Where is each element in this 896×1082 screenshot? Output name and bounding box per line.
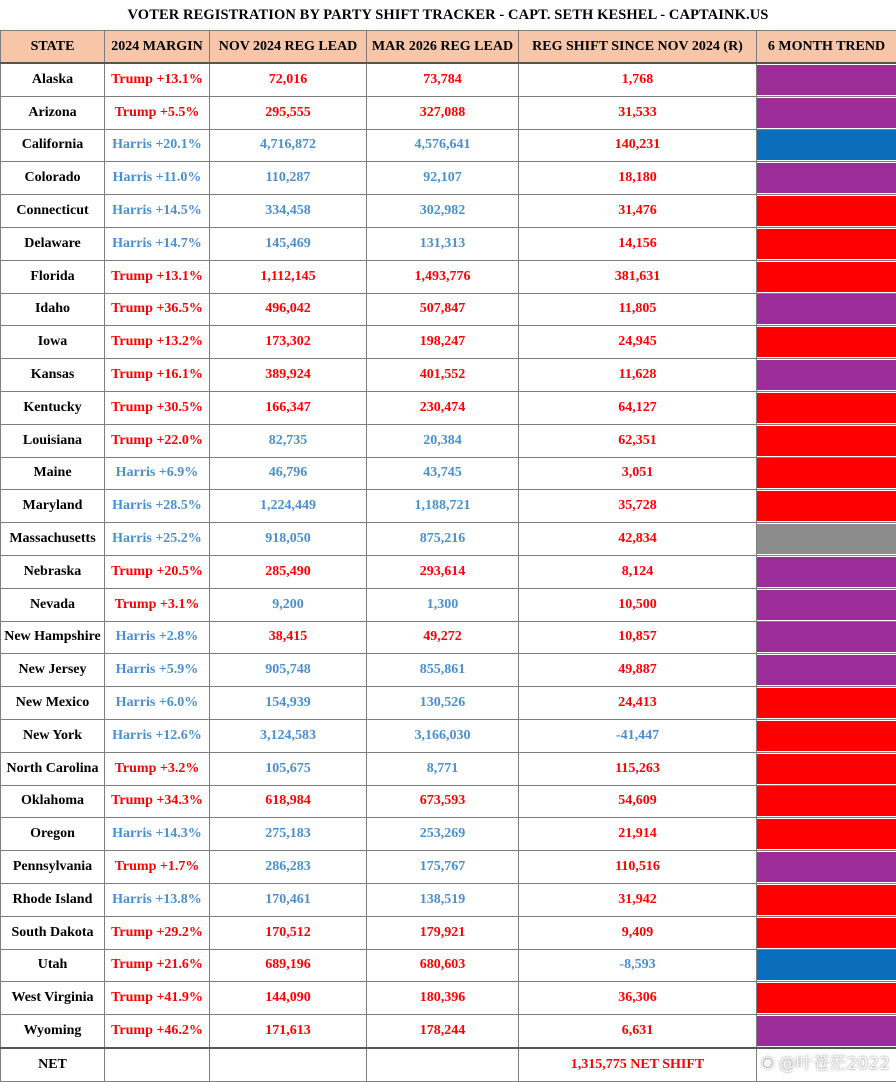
table-row <box>1 752 896 785</box>
table-row <box>1 916 896 949</box>
margin-cell: Trump +29.2% <box>105 916 210 949</box>
margin-cell: Trump +1.7% <box>105 851 210 884</box>
state-cell: Maryland <box>1 490 105 523</box>
trend-cell <box>757 162 896 195</box>
trend-swatch <box>757 786 896 816</box>
header-nov-2024-reg-lead: NOV 2024 REG LEAD <box>210 31 367 64</box>
margin-cell: Harris +6.9% <box>105 457 210 490</box>
trend-cell <box>757 883 896 916</box>
trend-swatch <box>757 819 896 849</box>
table-row <box>1 785 896 818</box>
margin-cell: Trump +21.6% <box>105 949 210 982</box>
margin-cell: Trump +34.3% <box>105 785 210 818</box>
trend-swatch <box>757 524 896 554</box>
trend-cell <box>757 588 896 621</box>
nov-2024-lead-cell: 496,042 <box>210 293 367 326</box>
reg-shift-cell: 24,945 <box>519 326 757 359</box>
header-mar-2026-reg-lead: MAR 2026 REG LEAD <box>367 31 519 64</box>
table-row <box>1 523 896 556</box>
margin-cell: Trump +13.2% <box>105 326 210 359</box>
nov-2024-lead-cell: 105,675 <box>210 752 367 785</box>
mar-2026-lead-cell: 131,313 <box>367 227 519 260</box>
trend-cell <box>757 621 896 654</box>
reg-shift-cell: 31,533 <box>519 96 757 129</box>
table-row <box>1 326 896 359</box>
margin-cell: Harris +14.5% <box>105 195 210 228</box>
shift-tracker-table <box>0 30 896 1082</box>
mar-2026-lead-cell: 3,166,030 <box>367 719 519 752</box>
mar-2026-lead-cell: 178,244 <box>367 1015 519 1048</box>
nov-2024-lead-cell: 170,512 <box>210 916 367 949</box>
state-cell: Alaska <box>1 63 105 96</box>
table-row <box>1 227 896 260</box>
trend-cell <box>757 424 896 457</box>
trend-swatch <box>757 229 896 259</box>
weibo-icon: ◉ <box>761 1052 775 1071</box>
state-cell: Iowa <box>1 326 105 359</box>
mar-2026-lead-cell: 673,593 <box>367 785 519 818</box>
nov-2024-lead-cell: 110,287 <box>210 162 367 195</box>
trend-cell <box>757 916 896 949</box>
trend-cell <box>757 555 896 588</box>
trend-swatch <box>757 426 896 456</box>
trend-swatch <box>757 918 896 948</box>
reg-shift-cell: 18,180 <box>519 162 757 195</box>
mar-2026-lead-cell: 92,107 <box>367 162 519 195</box>
table-row <box>1 293 896 326</box>
nov-2024-lead-cell: 918,050 <box>210 523 367 556</box>
nov-2024-lead-cell: 295,555 <box>210 96 367 129</box>
table-row <box>1 490 896 523</box>
trend-cell <box>757 129 896 162</box>
watermark <box>761 1049 890 1074</box>
trend-swatch <box>757 885 896 915</box>
margin-cell: Harris +2.8% <box>105 621 210 654</box>
reg-shift-cell: 10,500 <box>519 588 757 621</box>
reg-shift-cell: 110,516 <box>519 851 757 884</box>
margin-cell: Harris +14.7% <box>105 227 210 260</box>
state-cell: West Virginia <box>1 982 105 1015</box>
trend-cell <box>757 195 896 228</box>
net-empty-cell <box>367 1048 519 1081</box>
margin-cell: Trump +36.5% <box>105 293 210 326</box>
state-cell: North Carolina <box>1 752 105 785</box>
trend-swatch <box>757 622 896 652</box>
nov-2024-lead-cell: 689,196 <box>210 949 367 982</box>
nov-2024-lead-cell: 389,924 <box>210 359 367 392</box>
net-empty-cell <box>105 1048 210 1081</box>
nov-2024-lead-cell: 173,302 <box>210 326 367 359</box>
trend-cell <box>757 785 896 818</box>
net-shift-cell: 1,315,775 NET SHIFT <box>519 1048 757 1081</box>
table-row <box>1 654 896 687</box>
nov-2024-lead-cell: 1,112,145 <box>210 260 367 293</box>
table-row <box>1 260 896 293</box>
state-cell: New York <box>1 719 105 752</box>
state-cell: Maine <box>1 457 105 490</box>
header-row <box>1 31 896 64</box>
reg-shift-cell: 35,728 <box>519 490 757 523</box>
reg-shift-cell: 36,306 <box>519 982 757 1015</box>
mar-2026-lead-cell: 130,526 <box>367 687 519 720</box>
trend-swatch <box>757 98 896 128</box>
trend-swatch <box>757 196 896 226</box>
nov-2024-lead-cell: 1,224,449 <box>210 490 367 523</box>
state-cell: Louisiana <box>1 424 105 457</box>
reg-shift-cell: -41,447 <box>519 719 757 752</box>
state-cell: Nebraska <box>1 555 105 588</box>
trend-cell <box>757 359 896 392</box>
mar-2026-lead-cell: 293,614 <box>367 555 519 588</box>
table-row <box>1 719 896 752</box>
trend-swatch <box>757 590 896 620</box>
mar-2026-lead-cell: 1,300 <box>367 588 519 621</box>
state-cell: Nevada <box>1 588 105 621</box>
state-cell: California <box>1 129 105 162</box>
reg-shift-cell: 42,834 <box>519 523 757 556</box>
reg-shift-cell: 14,156 <box>519 227 757 260</box>
mar-2026-lead-cell: 1,188,721 <box>367 490 519 523</box>
table-row <box>1 851 896 884</box>
reg-shift-cell: 62,351 <box>519 424 757 457</box>
nov-2024-lead-cell: 171,613 <box>210 1015 367 1048</box>
trend-cell <box>757 293 896 326</box>
table-row <box>1 949 896 982</box>
header-2024-margin: 2024 MARGIN <box>105 31 210 64</box>
trend-cell <box>757 752 896 785</box>
mar-2026-lead-cell: 73,784 <box>367 63 519 96</box>
trend-swatch <box>757 950 896 980</box>
state-cell: South Dakota <box>1 916 105 949</box>
margin-cell: Trump +41.9% <box>105 982 210 1015</box>
mar-2026-lead-cell: 198,247 <box>367 326 519 359</box>
trend-cell <box>757 391 896 424</box>
state-cell: Massachusetts <box>1 523 105 556</box>
margin-cell: Harris +28.5% <box>105 490 210 523</box>
nov-2024-lead-cell: 905,748 <box>210 654 367 687</box>
margin-cell: Harris +25.2% <box>105 523 210 556</box>
reg-shift-cell: -8,593 <box>519 949 757 982</box>
state-cell: Colorado <box>1 162 105 195</box>
mar-2026-lead-cell: 8,771 <box>367 752 519 785</box>
table-row <box>1 359 896 392</box>
trend-swatch <box>757 688 896 718</box>
table-row <box>1 129 896 162</box>
reg-shift-cell: 9,409 <box>519 916 757 949</box>
margin-cell: Harris +12.6% <box>105 719 210 752</box>
nov-2024-lead-cell: 145,469 <box>210 227 367 260</box>
margin-cell: Trump +22.0% <box>105 424 210 457</box>
table-row <box>1 195 896 228</box>
state-cell: Kentucky <box>1 391 105 424</box>
reg-shift-cell: 31,942 <box>519 883 757 916</box>
nov-2024-lead-cell: 46,796 <box>210 457 367 490</box>
margin-cell: Trump +5.5% <box>105 96 210 129</box>
nov-2024-lead-cell: 285,490 <box>210 555 367 588</box>
trend-cell <box>757 457 896 490</box>
net-empty-cell <box>210 1048 367 1081</box>
margin-cell: Trump +13.1% <box>105 63 210 96</box>
margin-cell: Harris +20.1% <box>105 129 210 162</box>
mar-2026-lead-cell: 680,603 <box>367 949 519 982</box>
margin-cell: Trump +16.1% <box>105 359 210 392</box>
nov-2024-lead-cell: 154,939 <box>210 687 367 720</box>
reg-shift-cell: 8,124 <box>519 555 757 588</box>
state-cell: Idaho <box>1 293 105 326</box>
table-row <box>1 588 896 621</box>
nov-2024-lead-cell: 334,458 <box>210 195 367 228</box>
nov-2024-lead-cell: 166,347 <box>210 391 367 424</box>
trend-swatch <box>757 458 896 488</box>
table-row <box>1 96 896 129</box>
reg-shift-cell: 24,413 <box>519 687 757 720</box>
state-cell: Wyoming <box>1 1015 105 1048</box>
state-cell: Delaware <box>1 227 105 260</box>
trend-swatch <box>757 1016 896 1046</box>
trend-swatch <box>757 983 896 1013</box>
margin-cell: Harris +11.0% <box>105 162 210 195</box>
reg-shift-cell: 381,631 <box>519 260 757 293</box>
reg-shift-cell: 64,127 <box>519 391 757 424</box>
state-cell: New Jersey <box>1 654 105 687</box>
header-reg-shift: REG SHIFT SINCE NOV 2024 (R) <box>519 31 757 64</box>
table-row <box>1 391 896 424</box>
state-cell: Rhode Island <box>1 883 105 916</box>
trend-cell <box>757 654 896 687</box>
trend-swatch <box>757 852 896 882</box>
margin-cell: Harris +14.3% <box>105 818 210 851</box>
trend-cell <box>757 490 896 523</box>
table-row <box>1 621 896 654</box>
mar-2026-lead-cell: 230,474 <box>367 391 519 424</box>
margin-cell: Trump +13.1% <box>105 260 210 293</box>
nov-2024-lead-cell: 144,090 <box>210 982 367 1015</box>
margin-cell: Trump +20.5% <box>105 555 210 588</box>
reg-shift-cell: 3,051 <box>519 457 757 490</box>
nov-2024-lead-cell: 38,415 <box>210 621 367 654</box>
trend-swatch <box>757 754 896 784</box>
reg-shift-cell: 31,476 <box>519 195 757 228</box>
reg-shift-cell: 21,914 <box>519 818 757 851</box>
table-row <box>1 424 896 457</box>
mar-2026-lead-cell: 175,767 <box>367 851 519 884</box>
trend-swatch <box>757 65 896 95</box>
watermark-text: @叶苍茫2022 <box>779 1049 890 1074</box>
reg-shift-cell: 115,263 <box>519 752 757 785</box>
reg-shift-cell: 6,631 <box>519 1015 757 1048</box>
mar-2026-lead-cell: 180,396 <box>367 982 519 1015</box>
margin-cell: Harris +5.9% <box>105 654 210 687</box>
state-cell: New Hampshire <box>1 621 105 654</box>
mar-2026-lead-cell: 327,088 <box>367 96 519 129</box>
reg-shift-cell: 54,609 <box>519 785 757 818</box>
margin-cell: Trump +46.2% <box>105 1015 210 1048</box>
trend-cell <box>757 63 896 96</box>
margin-cell: Trump +3.1% <box>105 588 210 621</box>
header-state: STATE <box>1 31 105 64</box>
table-row <box>1 687 896 720</box>
reg-shift-cell: 49,887 <box>519 654 757 687</box>
state-cell: Oklahoma <box>1 785 105 818</box>
trend-cell <box>757 96 896 129</box>
trend-swatch <box>757 262 896 292</box>
header-6-month-trend: 6 MONTH TREND <box>757 31 896 64</box>
trend-swatch <box>757 557 896 587</box>
margin-cell: Harris +6.0% <box>105 687 210 720</box>
mar-2026-lead-cell: 401,552 <box>367 359 519 392</box>
trend-cell <box>757 818 896 851</box>
mar-2026-lead-cell: 1,493,776 <box>367 260 519 293</box>
reg-shift-cell: 11,805 <box>519 293 757 326</box>
nov-2024-lead-cell: 3,124,583 <box>210 719 367 752</box>
nov-2024-lead-cell: 618,984 <box>210 785 367 818</box>
table-row <box>1 982 896 1015</box>
trend-cell <box>757 326 896 359</box>
nov-2024-lead-cell: 9,200 <box>210 588 367 621</box>
margin-cell: Trump +30.5% <box>105 391 210 424</box>
trend-swatch <box>757 130 896 160</box>
mar-2026-lead-cell: 179,921 <box>367 916 519 949</box>
nov-2024-lead-cell: 170,461 <box>210 883 367 916</box>
table-row <box>1 162 896 195</box>
mar-2026-lead-cell: 20,384 <box>367 424 519 457</box>
trend-swatch <box>757 721 896 751</box>
reg-shift-cell: 1,768 <box>519 63 757 96</box>
state-cell: Florida <box>1 260 105 293</box>
trend-cell <box>757 227 896 260</box>
nov-2024-lead-cell: 72,016 <box>210 63 367 96</box>
mar-2026-lead-cell: 253,269 <box>367 818 519 851</box>
nov-2024-lead-cell: 275,183 <box>210 818 367 851</box>
table-row <box>1 457 896 490</box>
trend-swatch <box>757 491 896 521</box>
trend-cell <box>757 260 896 293</box>
mar-2026-lead-cell: 138,519 <box>367 883 519 916</box>
trend-cell <box>757 687 896 720</box>
mar-2026-lead-cell: 507,847 <box>367 293 519 326</box>
table-row <box>1 63 896 96</box>
state-cell: Utah <box>1 949 105 982</box>
net-label-cell: NET <box>1 1048 105 1081</box>
trend-cell <box>757 851 896 884</box>
reg-shift-cell: 10,857 <box>519 621 757 654</box>
trend-swatch <box>757 655 896 685</box>
reg-shift-cell: 11,628 <box>519 359 757 392</box>
mar-2026-lead-cell: 43,745 <box>367 457 519 490</box>
margin-cell: Trump +3.2% <box>105 752 210 785</box>
mar-2026-lead-cell: 302,982 <box>367 195 519 228</box>
trend-cell <box>757 523 896 556</box>
trend-cell <box>757 1015 896 1048</box>
mar-2026-lead-cell: 4,576,641 <box>367 129 519 162</box>
nov-2024-lead-cell: 286,283 <box>210 851 367 884</box>
trend-swatch <box>757 327 896 357</box>
trend-swatch <box>757 294 896 324</box>
nov-2024-lead-cell: 4,716,872 <box>210 129 367 162</box>
table-row <box>1 818 896 851</box>
state-cell: Oregon <box>1 818 105 851</box>
nov-2024-lead-cell: 82,735 <box>210 424 367 457</box>
trend-cell <box>757 719 896 752</box>
trend-swatch <box>757 393 896 423</box>
state-cell: Pennsylvania <box>1 851 105 884</box>
trend-cell <box>757 949 896 982</box>
mar-2026-lead-cell: 855,861 <box>367 654 519 687</box>
table-row <box>1 1015 896 1048</box>
table-row <box>1 883 896 916</box>
margin-cell: Harris +13.8% <box>105 883 210 916</box>
trend-swatch <box>757 163 896 193</box>
table-row <box>1 555 896 588</box>
mar-2026-lead-cell: 49,272 <box>367 621 519 654</box>
state-cell: Connecticut <box>1 195 105 228</box>
trend-swatch <box>757 360 896 390</box>
state-cell: New Mexico <box>1 687 105 720</box>
trend-cell <box>757 982 896 1015</box>
state-cell: Arizona <box>1 96 105 129</box>
state-cell: Kansas <box>1 359 105 392</box>
page-title: VOTER REGISTRATION BY PARTY SHIFT TRACKER - CAPT. SETH KESHEL - CAPTAINK.US <box>0 0 896 31</box>
reg-shift-cell: 140,231 <box>519 129 757 162</box>
mar-2026-lead-cell: 875,216 <box>367 523 519 556</box>
